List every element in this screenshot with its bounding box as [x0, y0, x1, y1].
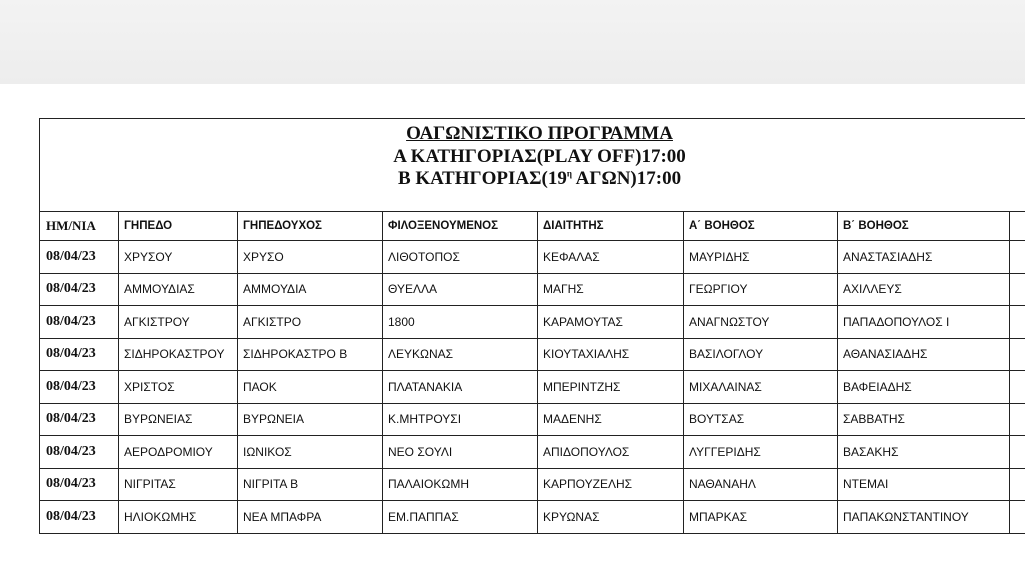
column-header-referee: ΔΙΑΙΤΗΤΗΣ	[538, 212, 684, 241]
table-cell: ΚΙΟΥΤΑΧΙΑΛΗΣ	[538, 338, 684, 371]
column-header-assistant-2: Β΄ ΒΟΗΘΟΣ	[838, 212, 1010, 241]
table-cell: ΒΑΦΕΙΑΔΗΣ	[838, 371, 1010, 404]
table-cell: ΠΑΠΑΔΟΠΟΥΛΟΣ Ι	[838, 306, 1010, 339]
table-cell: ΠΑΛΑΙΟΚΩΜΗ	[383, 468, 538, 501]
document-title: ΟΑΓΩΝΙΣΤΙΚΟ ΠΡΟΓΡΑΜΜΑ	[406, 123, 673, 144]
table-row	[40, 241, 1025, 274]
table-cell: ΛΥΓΓΕΡΙΔΗΣ	[684, 436, 838, 469]
table-row	[40, 403, 1025, 436]
subtitle-category-b	[40, 168, 1025, 191]
table-cell: ΝΕΟ ΣΟΥΛΙ	[383, 436, 538, 469]
table-cell: ΚΑΡΠΟΥΖΕΛΗΣ	[538, 468, 684, 501]
table-row	[40, 273, 1025, 306]
table-cell: ΠΛΑΤΑΝΑΚΙΑ	[383, 371, 538, 404]
table-cell-extra	[1010, 306, 1025, 339]
table-cell: ΑΕΡΟΔΡΟΜΙΟΥ	[119, 436, 238, 469]
table-cell: ΣΙΔΗΡΟΚΑΣΤΡΟΥ	[119, 338, 238, 371]
table-row	[40, 436, 1025, 469]
table-cell: ΗΛΙΟΚΩΜΗΣ	[119, 501, 238, 534]
table-cell: ΑΧΙΛΛΕΥΣ	[838, 273, 1010, 306]
table-cell-extra	[1010, 501, 1025, 534]
table-row	[40, 501, 1025, 534]
table-cell: ΝΕΑ ΜΠΑΦΡΑ	[238, 501, 383, 534]
table-cell: ΑΓΚΙΣΤΡΟΥ	[119, 306, 238, 339]
table-cell: ΛΕΥΚΩΝΑΣ	[383, 338, 538, 371]
table-cell: ΕΜ.ΠΑΠΠΑΣ	[383, 501, 538, 534]
table-cell: ΝΙΓΡΙΤΑΣ	[119, 468, 238, 501]
title-row	[40, 119, 1025, 212]
table-cell: ΣΑΒΒΑΤΗΣ	[838, 403, 1010, 436]
subtitle-b-text-end: ΑΓΩΝ)17:00	[571, 168, 682, 189]
table-cell-date: 08/04/23	[40, 436, 119, 469]
table-cell: ΒΑΣΑΚΗΣ	[838, 436, 1010, 469]
column-header-date: ΗΜ/ΝΙΑ	[40, 212, 119, 241]
table-cell: ΒΑΣΙΛΟΓΛΟΥ	[684, 338, 838, 371]
table-cell: ΝΑΘΑΝΑΗΛ	[684, 468, 838, 501]
table-cell: ΜΠΕΡΙΝΤΖΗΣ	[538, 371, 684, 404]
column-header-extra	[1010, 212, 1025, 241]
table-cell: 1800	[383, 306, 538, 339]
subtitle-b-superscript: η	[566, 168, 572, 179]
table-cell: ΚΡΥΩΝΑΣ	[538, 501, 684, 534]
table-cell: ΒΥΡΩΝΕΙΑΣ	[119, 403, 238, 436]
table-cell-extra	[1010, 241, 1025, 274]
top-background-band	[0, 0, 1025, 84]
table-cell: ΑΝΑΣΤΑΣΙΑΔΗΣ	[838, 241, 1010, 274]
table-cell: ΒΥΡΩΝΕΙΑ	[238, 403, 383, 436]
table-cell-date: 08/04/23	[40, 306, 119, 339]
table-cell: ΜΠΑΡΚΑΣ	[684, 501, 838, 534]
table-cell-date: 08/04/23	[40, 371, 119, 404]
table-cell: ΜΑΥΡΙΔΗΣ	[684, 241, 838, 274]
table-cell: ΣΙΔΗΡΟΚΑΣΤΡΟ Β	[238, 338, 383, 371]
title-cell	[40, 119, 1025, 212]
table-cell: ΓΕΩΡΓΙΟΥ	[684, 273, 838, 306]
table-cell: ΧΡΥΣΟ	[238, 241, 383, 274]
table-cell: ΛΙΘΟΤΟΠΟΣ	[383, 241, 538, 274]
table-cell: ΜΙΧΑΛΑΙΝΑΣ	[684, 371, 838, 404]
column-header-home-team: ΓΗΠΕΔΟΥΧΟΣ	[238, 212, 383, 241]
header-row	[40, 212, 1025, 241]
table-cell: ΑΜΜΟΥΔΙΑ	[238, 273, 383, 306]
table-cell-extra	[1010, 436, 1025, 469]
table-cell: ΑΓΚΙΣΤΡΟ	[238, 306, 383, 339]
column-header-away-team: ΦΙΛΟΞΕΝΟΥΜΕΝΟΣ	[383, 212, 538, 241]
table-cell: ΜΑΓΗΣ	[538, 273, 684, 306]
table-cell-extra	[1010, 273, 1025, 306]
table-cell-date: 08/04/23	[40, 468, 119, 501]
table-cell-date: 08/04/23	[40, 338, 119, 371]
table-cell: ΧΡΥΣΟΥ	[119, 241, 238, 274]
table-cell-date: 08/04/23	[40, 501, 119, 534]
table-cell: Κ.ΜΗΤΡΟΥΣΙ	[383, 403, 538, 436]
table-cell: ΙΩΝΙΚΟΣ	[238, 436, 383, 469]
column-header-stadium: ΓΗΠΕΔΟ	[119, 212, 238, 241]
table-cell: ΑΠΙΔΟΠΟΥΛΟΣ	[538, 436, 684, 469]
table-cell: ΜΑΔΕΝΗΣ	[538, 403, 684, 436]
table-cell: ΑΘΑΝΑΣΙΑΔΗΣ	[838, 338, 1010, 371]
table-cell: ΠΑΠΑΚΩΝΣΤΑΝΤΙΝΟΥ	[838, 501, 1010, 534]
table-cell-extra	[1010, 468, 1025, 501]
schedule-table	[39, 118, 1025, 534]
table-cell-extra	[1010, 338, 1025, 371]
table-cell: ΘΥΕΛΛΑ	[383, 273, 538, 306]
table-row	[40, 338, 1025, 371]
table-row	[40, 371, 1025, 404]
column-header-assistant-1: Α΄ ΒΟΗΘΟΣ	[684, 212, 838, 241]
table-cell: ΠΑΟΚ	[238, 371, 383, 404]
table-cell-extra	[1010, 403, 1025, 436]
table-cell: ΝΤΕΜΑΙ	[838, 468, 1010, 501]
table-row	[40, 306, 1025, 339]
table-cell: ΧΡΙΣΤΟΣ	[119, 371, 238, 404]
table-cell: ΚΑΡΑΜΟΥΤΑΣ	[538, 306, 684, 339]
table-cell: ΒΟΥΤΣΑΣ	[684, 403, 838, 436]
table-cell: ΑΜΜΟΥΔΙΑΣ	[119, 273, 238, 306]
table-cell-extra	[1010, 371, 1025, 404]
table-cell-date: 08/04/23	[40, 241, 119, 274]
table-cell: ΑΝΑΓΝΩΣΤΟΥ	[684, 306, 838, 339]
subtitle-category-a: Α ΚΑΤΗΓΟΡΙΑΣ(PLAY OFF)17:00	[393, 145, 686, 167]
table-row	[40, 468, 1025, 501]
table-cell: ΚΕΦΑΛΑΣ	[538, 241, 684, 274]
table-cell-date: 08/04/23	[40, 273, 119, 306]
subtitle-b-text: Β ΚΑΤΗΓΟΡΙΑΣ(19	[397, 168, 567, 189]
table-cell-date: 08/04/23	[40, 403, 119, 436]
table-cell: ΝΙΓΡΙΤΑ Β	[238, 468, 383, 501]
